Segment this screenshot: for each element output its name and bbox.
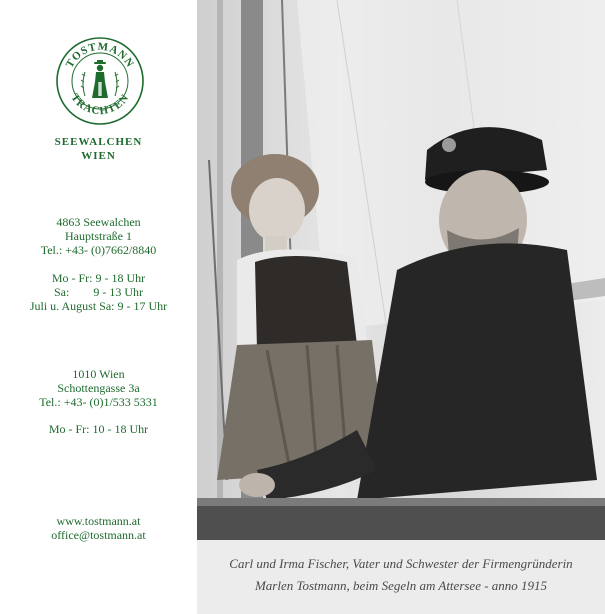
costume-figure-icon xyxy=(92,60,108,98)
info-column xyxy=(0,0,197,614)
historic-photo xyxy=(197,0,605,540)
tostmann-logo xyxy=(55,36,145,126)
store1-hours-summer: Juli u. August Sa: 9 - 17 Uhr xyxy=(29,299,168,313)
contact-block xyxy=(0,514,197,542)
store2-hours-weekday: Mo - Fr: 10 - 18 Uhr xyxy=(48,422,149,436)
store1-phone: Tel.: +43- (0)7662/8840 xyxy=(40,243,157,257)
website-link[interactable]: www.tostmann.at xyxy=(56,514,141,528)
store2-postal-city: 1010 Wien xyxy=(72,367,125,381)
email-link[interactable]: office@tostmann.at xyxy=(51,528,146,542)
store1-postal-city: 4863 Seewalchen xyxy=(56,215,141,229)
caption-line-2: Marlen Tostmann, beim Segeln am Attersee - anno 1915 xyxy=(254,578,548,593)
store1-hours-weekday: Mo - Fr: 9 - 18 Uhr xyxy=(51,271,146,285)
brand-line-wien: WIEN xyxy=(81,150,116,162)
store2-hours xyxy=(0,422,197,436)
photo-caption xyxy=(197,540,605,614)
store2-street: Schottengasse 3a xyxy=(57,381,140,395)
store1-hours-saturday: Sa: 9 - 13 Uhr xyxy=(54,285,143,299)
sailing-photo-illustration xyxy=(197,0,605,540)
store2-phone: Tel.: +43- (0)1/533 5331 xyxy=(39,395,158,409)
store1-hours xyxy=(0,271,197,313)
store1-address xyxy=(0,215,197,257)
svg-text:TOSTMANN: TOSTMANN xyxy=(63,40,137,70)
store2-address xyxy=(0,367,197,409)
boat-hull xyxy=(197,505,605,540)
brand-line-seewalchen: SEEWALCHEN xyxy=(54,136,143,148)
brand-locations xyxy=(0,135,197,163)
store1-street: Hauptstraße 1 xyxy=(65,229,132,243)
caption-line-1: Carl und Irma Fischer, Vater und Schwester der Firmengründerin xyxy=(229,556,573,571)
svg-text:TRACHTEN: TRACHTEN xyxy=(68,91,132,118)
